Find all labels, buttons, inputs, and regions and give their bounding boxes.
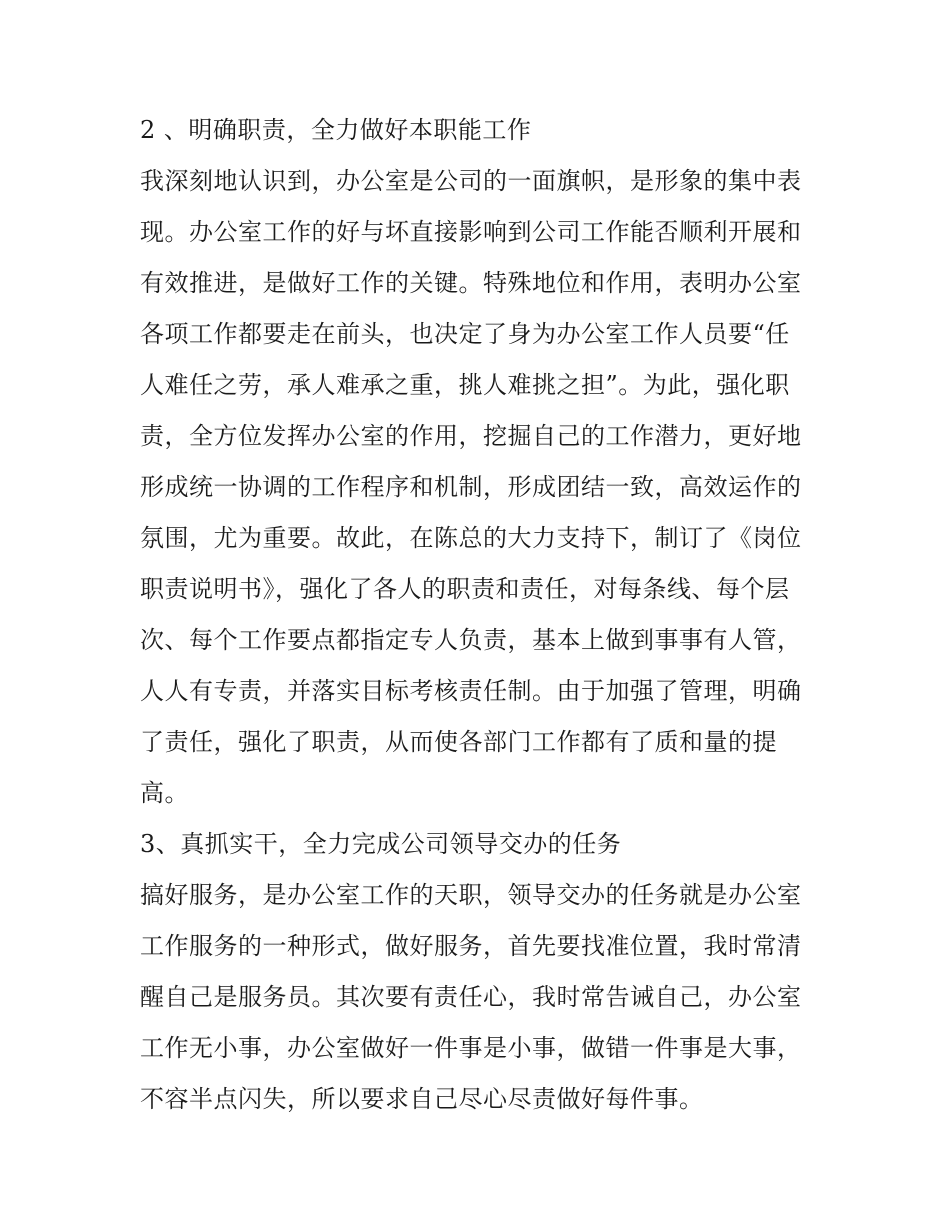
paragraph-line: 高。 — [140, 779, 189, 807]
paragraph-line: 人难任之劳，承人难承之重，挑人难挑之担”。为此，强化职 — [140, 371, 790, 399]
section-2-heading: 2 、明确职责，全力做好本职能工作 — [140, 116, 532, 144]
paragraph-line: 不容半点闪失，所以要求自己尽心尽责做好每件事。 — [140, 1085, 704, 1113]
paragraph-line: 各项工作都要走在前头，也决定了身为办公室工作人员要“任 — [140, 320, 790, 348]
paragraph-line: 职责说明书》，强化了各人的职责和责任，对每条线、每个层 — [140, 575, 790, 603]
paragraph-line: 现。办公室工作的好与坏直接影响到公司工作能否顺利开展和 — [140, 218, 802, 246]
paragraph-line: 形成统一协调的工作程序和机制，形成团结一致，高效运作的 — [140, 473, 802, 501]
paragraph-line: 了责任，强化了职责，从而使各部门工作都有了质和量的提 — [140, 728, 777, 756]
paragraph-line: 工作服务的一种形式，做好服务，首先要找准位置，我时常清 — [140, 932, 802, 960]
paragraph-line: 人人有专责，并落实目标考核责任制。由于加强了管理，明确 — [140, 677, 802, 705]
paragraph-line: 责，全方位发挥办公室的作用，挖掘自己的工作潜力，更好地 — [140, 422, 802, 450]
section-3-heading: 3、真抓实干，全力完成公司领导交办的任务 — [140, 830, 622, 858]
paragraph-line: 次、每个工作要点都指定专人负责，基本上做到事事有人管， — [140, 626, 802, 654]
paragraph-line: 有效推进，是做好工作的关键。特殊地位和作用，表明办公室 — [140, 269, 802, 297]
paragraph-line: 工作无小事，办公室做好一件事是小事，做错一件事是大事， — [140, 1034, 802, 1062]
paragraph-line: 氛围，尤为重要。故此，在陈总的大力支持下，制订了《岗位 — [140, 524, 802, 552]
paragraph-line: 我深刻地认识到，办公室是公司的一面旗帜，是形象的集中表 — [140, 167, 802, 195]
paragraph-line: 醒自己是服务员。其次要有责任心，我时常告诫自己，办公室 — [140, 983, 802, 1011]
paragraph-line: 搞好服务，是办公室工作的天职，领导交办的任务就是办公室 — [140, 881, 802, 909]
